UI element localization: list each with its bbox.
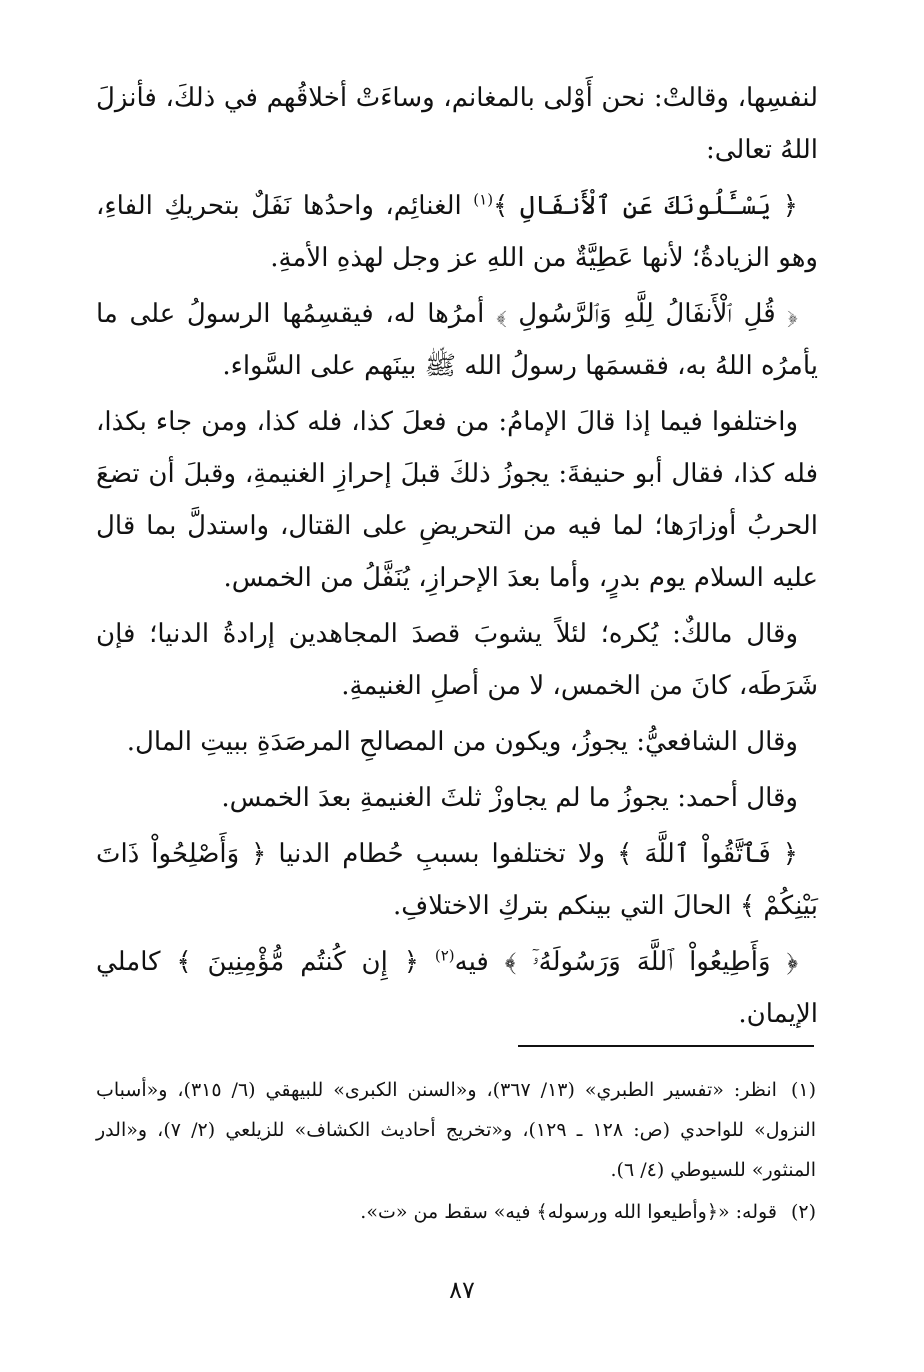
paragraph-8 (96, 828, 818, 932)
footnote-2-text: قوله: «﴿وأطيعوا الله ورسوله﴾ فيه» سقط من «ت». (360, 1201, 777, 1223)
main-text (96, 72, 818, 1040)
footnote-1-text: انظر: «تفسير الطبري» (١٣/ ٣٦٧)، و«السنن الكبرى» للبيهقي (٦/ ٣١٥)، و«أسباب النزول» للواحدي (ص: ١٢٨ ـ ١٢٩)، و«تخريج أحاديث الكشاف» للزيلعي (٢/ ٧)، و«الدر المنثور» للسيوطي (٤/ ٦). (96, 1079, 816, 1181)
paragraph-1-text: لنفسِها، وقالتْ: نحن أَوْلى بالمغانم، وساءَتْ أخلاقُهم في ذلكَ، فأنزلَ اللهُ تعالى: (96, 83, 818, 165)
page-number: ٨٧ (449, 1276, 475, 1304)
footnote-marker-1: (١) (473, 190, 494, 209)
verse-anfal: ﴿ يَسْـَٔلُونَكَ عَنِ ٱلْأَنفَالِ ﴾ (493, 191, 798, 221)
paragraph-1 (96, 72, 818, 176)
paragraph-2 (96, 180, 818, 284)
paragraph-8-text: ﴿ فَٱتَّقُواْ ٱللَّهَ ﴾ ولا تختلفوا بسببِ حُطام الدنيا ﴿ وَأَصْلِحُواْ ذَاتَ بَيْنِكُمْ ﴾ الحالَ التي بينكم بتركِ الاختلافِ. (96, 839, 818, 921)
paragraph-9 (96, 936, 818, 1040)
paragraph-7 (96, 772, 818, 824)
footnote-1-number: (١) (790, 1079, 817, 1101)
footnotes (96, 1070, 816, 1234)
paragraph-3-text: ﴿ قُلِ ٱلْأَنفَالُ لِلَّهِ وَٱلرَّسُولِ ﴾ أمرُها له، فيقسِمُها الرسولُ على ما يأمرُه اللهُ به، فقسمَها رسولُ الله ﷺ بينَهم على السَّواء. (96, 299, 818, 381)
footnote-2-number: (٢) (790, 1201, 816, 1223)
paragraph-6-text: وقال الشافعيُّ: يجوزُ، ويكون من المصالحِ المرصَدَةِ ببيتِ المال. (126, 727, 798, 757)
paragraph-4-text: واختلفوا فيما إذا قالَ الإمامُ: من فعلَ كذا، فله كذا، ومن جاء بكذا، فله كذا، فقال أبو حنيفةَ: يجوزُ ذلكَ قبلَ إحرازِ الغنيمةِ، وقبلَ أن تضعَ الحربُ أوزارَها؛ لما فيه من التحريضِ على القتال، واستدلَّ بما قال عليه السلام يوم بدرٍ، وأما بعدَ الإحرازِ، يُنَفَّلُ من الخمس. (96, 407, 818, 593)
footnote-2 (96, 1192, 816, 1232)
verse-believers: ﴿ إِن كُنتُم مُّؤْمِنِينَ ﴾ كاملي الإيمان. (96, 947, 818, 1029)
paragraph-7-text: وقال أحمد: يجوزُ ما لم يجاوزْ ثلثَ الغنيمةِ بعدَ الخمس. (221, 783, 798, 813)
paragraph-6 (96, 716, 818, 768)
footnote-divider (518, 1045, 814, 1047)
page-body (96, 72, 818, 1044)
footnote-1 (96, 1070, 816, 1190)
verse-obey: ﴿ وَأَطِيعُواْ ٱللَّهَ وَرَسُولَهُۥٓ ﴾ فيه (454, 947, 799, 977)
footnote-marker-2: (٢) (434, 946, 455, 965)
paragraph-5-text: وقال مالكٌ: يُكره؛ لئلاً يشوبَ قصدَ المجاهدين إرادةُ الدنيا؛ فإن شَرَطَه، كانَ من الخمس، لا من أصلِ الغنيمةِ. (96, 619, 818, 701)
paragraph-5 (96, 608, 818, 712)
paragraph-3 (96, 288, 818, 392)
paragraph-2-text: الغنائِم، واحدُها نَفَلٌ بتحريكِ الفاءِ، وهو الزيادةُ؛ لأنها عَطِيَّةٌ من اللهِ عز وجل لهذهِ الأمةِ. (96, 191, 818, 273)
paragraph-4 (96, 396, 818, 604)
